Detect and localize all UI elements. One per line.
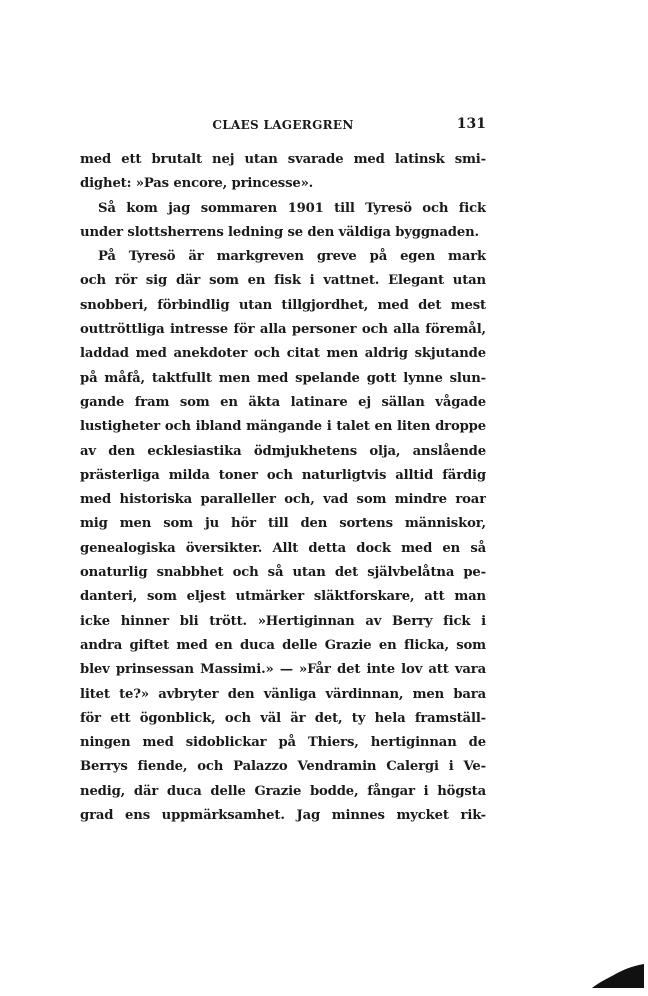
text-line: genealogiska översikter. Allt detta dock med en så — [80, 540, 486, 556]
text-line: grad ens uppmärksamhet. Jag minnes mycket rik- — [80, 808, 486, 824]
text-line: gande fram som en äkta latinare ej sällan vågade — [80, 394, 486, 410]
text-line: ningen med sidoblickar på Thiers, hertiginnan de — [80, 735, 486, 751]
text-line: onaturlig snabbhet och så utan det självbelåtna pe- — [80, 565, 486, 581]
text-line: för ett ögonblick, och väl är det, ty hela framställ- — [80, 710, 486, 726]
text-line: under slottsherrens ledning se den väldiga byggnaden. — [80, 224, 479, 240]
text-line: litet te?» avbryter den vänliga värdinnan, men bara — [80, 686, 486, 702]
text-line: med historiska paralleller och, vad som mindre roar — [80, 492, 486, 508]
text-line: danteri, som eljest utmärker släktforskare, att man — [80, 589, 486, 605]
text-line: laddad med anekdoter och citat men aldrig skjutande — [80, 346, 486, 362]
text-line: Berrys fiende, och Palazzo Vendramin Calergi i Ve- — [80, 759, 486, 775]
text-line: av den ecklesiastika ödmjukhetens olja, anslående — [80, 443, 486, 459]
text-line: Så kom jag sommaren 1901 till Tyresö och fick — [98, 200, 486, 216]
running-head-title: CLAES LAGERGREN — [212, 118, 354, 132]
text-line: och rör sig där som en fisk i vattnet. Elegant utan — [80, 273, 486, 289]
text-line: nedig, där duca delle Grazie bodde, fångar i högsta — [80, 783, 486, 799]
text-line: På Tyresö är markgreven greve på egen mark — [98, 249, 486, 265]
page-number: 131 — [456, 116, 486, 132]
text-line: med ett brutalt nej utan svarade med latinsk smi- — [80, 152, 486, 167]
body-text — [80, 148, 486, 828]
text-line: snobberi, förbindlig utan tillgjordhet, med det mest — [80, 297, 486, 313]
text-line: prästerliga milda toner och naturligtvis alltid färdig — [80, 467, 486, 483]
text-line: andra giftet med en duca delle Grazie en flicka, som — [80, 637, 486, 653]
text-line: på måfå, taktfullt men med spelande gott lynne slun- — [80, 370, 486, 386]
text-line: blev prinsessan Massimi.» — »Får det inte lov att vara — [80, 662, 486, 678]
corner-mark — [588, 962, 644, 990]
running-head — [80, 118, 486, 138]
text-line: mig men som ju hör till den sortens människor, — [80, 516, 486, 532]
text-line: outtröttliga intresse för alla personer och alla föremål, — [80, 322, 486, 338]
text-line: icke hinner bli trött. »Hertiginnan av Berry fick i — [80, 613, 486, 629]
text-line: dighet: »Pas encore, princesse». — [80, 176, 314, 192]
text-line: lustigheter och ibland mängande i talet en liten droppe — [80, 419, 486, 435]
